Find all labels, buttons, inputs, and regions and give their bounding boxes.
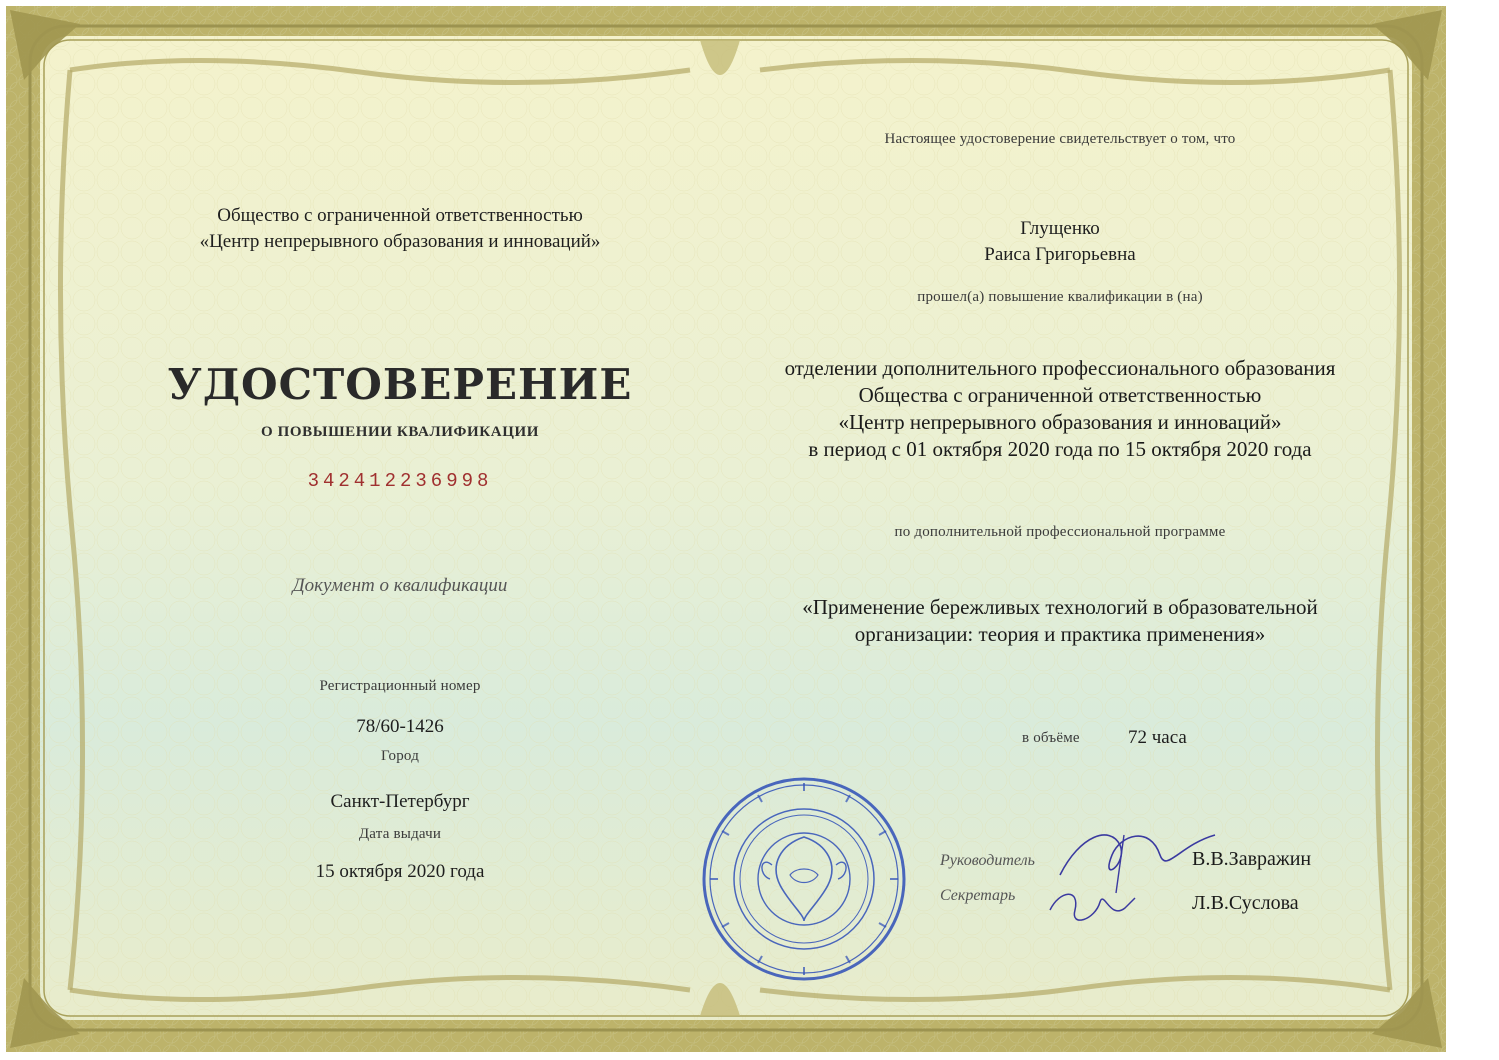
holder-surname: Глущенко (1020, 218, 1100, 239)
document-title: УДОСТОВЕРЕНИЕ (167, 360, 633, 409)
volume-value: 72 часа (1128, 727, 1187, 748)
issuer-line-2: «Центр непрерывного образования и инноваций» (199, 231, 601, 252)
head-role-label: Руководитель (940, 852, 1035, 869)
serial-number: 342412236998 (307, 470, 493, 492)
issue-date-label: Дата выдачи (358, 826, 442, 842)
secretary-name: Л.В.Суслова (1192, 892, 1299, 914)
program-label: по дополнительной профессиональной программе (894, 524, 1226, 540)
document-type: Документ о квалификации (292, 575, 508, 596)
document-subtitle: О ПОВЫШЕНИИ КВАЛИФИКАЦИИ (261, 424, 539, 440)
certifies-intro: Настоящее удостоверение свидетельствует о том, что (884, 131, 1236, 147)
organization-stamp-image (700, 775, 908, 983)
department-line-1: отделении дополнительного профессионального образования (784, 356, 1336, 380)
issue-date: 15 октября 2020 года (315, 861, 485, 882)
city-value: Санкт-Петербург (330, 791, 470, 812)
training-period: в период с 01 октября 2020 года по 15 октября 2020 года (808, 437, 1312, 461)
registration-label: Регистрационный номер (319, 678, 481, 694)
holder-given-names: Раиса Григорьевна (984, 244, 1136, 265)
head-name: В.В.Завражин (1192, 848, 1312, 870)
passed-statement: прошел(а) повышение квалификации в (на) (917, 289, 1203, 305)
department-line-2: Общества с ограниченной ответственностью (858, 383, 1262, 407)
city-label: Город (380, 748, 420, 764)
secretary-signature-image (1040, 880, 1160, 940)
secretary-role-label: Секретарь (940, 887, 1016, 904)
program-title-line-1: «Применение бережливых технологий в образовательной (802, 595, 1318, 619)
department-line-3: «Центр непрерывного образования и инноваций» (838, 410, 1282, 434)
issuer-line-1: Общество с ограниченной ответственностью (217, 205, 583, 226)
volume-label: в объёме (1022, 730, 1080, 746)
program-title-line-2: организации: теория и практика применения» (854, 622, 1266, 646)
registration-number: 78/60-1426 (356, 716, 444, 737)
